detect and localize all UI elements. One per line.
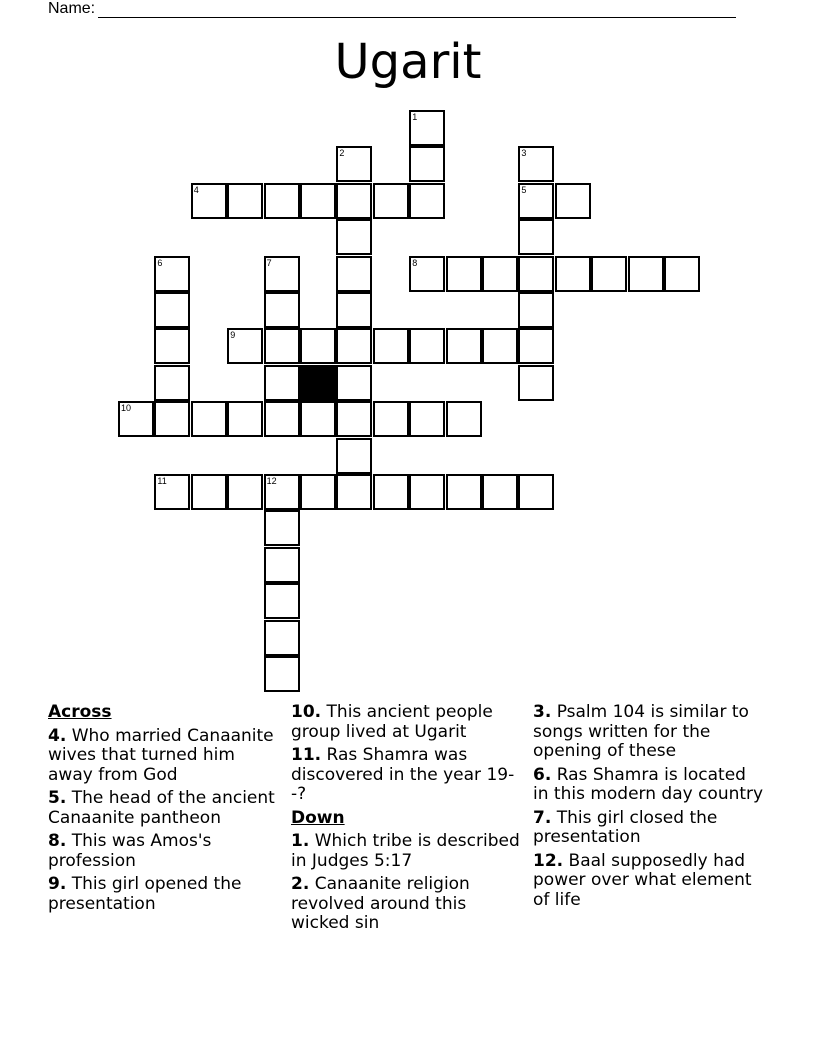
grid-cell[interactable] bbox=[555, 183, 591, 219]
grid-cell[interactable] bbox=[191, 474, 227, 510]
clue-column-3 bbox=[533, 703, 765, 914]
clue-number: 11 bbox=[157, 476, 167, 486]
clue-number: 7 bbox=[266, 257, 272, 268]
page-title: Ugarit bbox=[334, 34, 482, 90]
name-label: Name: bbox=[48, 0, 96, 17]
grid-cell[interactable] bbox=[264, 474, 300, 510]
across-clue bbox=[291, 746, 523, 805]
across-clue bbox=[48, 727, 280, 786]
grid-cell[interactable] bbox=[518, 365, 554, 401]
across-clue bbox=[48, 832, 280, 871]
clue-number-label: 1. bbox=[291, 831, 310, 851]
grid-cell[interactable] bbox=[518, 474, 554, 510]
grid-cell[interactable] bbox=[409, 183, 445, 219]
grid-cell[interactable] bbox=[373, 183, 409, 219]
clue-number: 10 bbox=[121, 403, 132, 414]
grid-cell[interactable] bbox=[336, 146, 372, 182]
down-heading: Down bbox=[291, 807, 345, 828]
clue-text: Ras Shamra was discovered in the year 19--? bbox=[291, 745, 515, 804]
clue-number-label: 6. bbox=[533, 764, 552, 785]
grid-cell[interactable] bbox=[373, 328, 409, 364]
clue-text: Which tribe is described in Judges 5:17 bbox=[291, 831, 520, 871]
clue-text: This ancient people group lived at Ugarit bbox=[291, 702, 493, 742]
down-clue bbox=[533, 852, 765, 911]
grid-cell[interactable] bbox=[518, 183, 554, 219]
clue-number: 3 bbox=[521, 148, 527, 159]
grid-cell[interactable] bbox=[555, 256, 591, 292]
clue-number: 8 bbox=[412, 257, 418, 268]
across-heading: Across bbox=[48, 702, 112, 722]
grid-cell[interactable] bbox=[518, 328, 554, 364]
grid-cell[interactable] bbox=[154, 292, 190, 328]
clue-text: The head of the ancient Canaanite pantheon bbox=[48, 788, 275, 828]
grid-cell[interactable] bbox=[336, 474, 372, 510]
grid-cell[interactable] bbox=[409, 256, 445, 292]
grid-cell[interactable] bbox=[118, 401, 154, 437]
grid-cell[interactable] bbox=[336, 328, 372, 364]
grid-cell[interactable] bbox=[264, 583, 300, 619]
clue-number-label: 3. bbox=[533, 702, 552, 722]
grid-cell[interactable] bbox=[154, 365, 190, 401]
grid-cell[interactable] bbox=[591, 256, 627, 292]
grid-cell[interactable] bbox=[264, 620, 300, 656]
across-clue bbox=[291, 703, 523, 742]
grid-cell[interactable] bbox=[336, 256, 372, 292]
grid-cell[interactable] bbox=[518, 146, 554, 182]
grid-cell[interactable] bbox=[336, 438, 372, 474]
down-clue bbox=[291, 832, 523, 871]
grid-cell[interactable] bbox=[518, 256, 554, 292]
grid-cell[interactable] bbox=[446, 401, 482, 437]
clue-number-label: 7. bbox=[533, 807, 552, 828]
clue-number: 4 bbox=[193, 184, 199, 195]
clue-number-label: 11. bbox=[291, 745, 322, 765]
grid-cell[interactable] bbox=[409, 110, 445, 146]
clue-text: This girl closed the presentation bbox=[533, 807, 718, 847]
grid-cell[interactable] bbox=[154, 474, 190, 510]
grid-cell[interactable] bbox=[154, 256, 190, 292]
clue-number: 2 bbox=[339, 148, 345, 159]
grid-cell[interactable] bbox=[336, 292, 372, 328]
grid-cell[interactable] bbox=[227, 183, 263, 219]
across-clue bbox=[48, 789, 280, 828]
grid-cell[interactable] bbox=[409, 146, 445, 182]
clue-text: Psalm 104 is similar to songs written for the opening of these bbox=[533, 702, 749, 761]
clue-number-label: 9. bbox=[48, 874, 67, 894]
grid-cell[interactable] bbox=[336, 219, 372, 255]
clue-text: Ras Shamra is located in this modern day country bbox=[533, 764, 764, 804]
clue-column-2 bbox=[291, 703, 523, 938]
clue-column-1 bbox=[48, 703, 280, 918]
clue-number: 1 bbox=[412, 112, 418, 122]
grid-cell[interactable] bbox=[409, 328, 445, 364]
grid-cell[interactable] bbox=[191, 183, 227, 219]
clue-number-label: 4. bbox=[48, 725, 67, 746]
grid-cell[interactable] bbox=[482, 328, 518, 364]
clue-number: 5 bbox=[521, 184, 527, 195]
clue-number-label: 10. bbox=[291, 702, 322, 722]
grid-cell[interactable] bbox=[482, 256, 518, 292]
clue-number: 6 bbox=[157, 257, 163, 268]
grid-cell[interactable] bbox=[300, 183, 336, 219]
clue-text: This girl opened the presentation bbox=[48, 874, 242, 914]
grid-cell[interactable] bbox=[446, 328, 482, 364]
clue-number-label: 12. bbox=[533, 850, 564, 871]
grid-cell[interactable] bbox=[336, 365, 372, 401]
grid-cell[interactable] bbox=[300, 401, 336, 437]
down-clue bbox=[533, 766, 765, 805]
grid-cell[interactable] bbox=[154, 328, 190, 364]
grid-cell[interactable] bbox=[518, 219, 554, 255]
grid-cell[interactable] bbox=[409, 401, 445, 437]
clue-number-label: 5. bbox=[48, 788, 67, 808]
grid-cell[interactable] bbox=[628, 256, 664, 292]
clue-number: 9 bbox=[230, 330, 236, 341]
black-square bbox=[300, 365, 336, 401]
grid-cell[interactable] bbox=[446, 256, 482, 292]
down-clue bbox=[533, 703, 765, 762]
down-clue bbox=[291, 875, 523, 934]
grid-cell[interactable] bbox=[373, 401, 409, 437]
across-clue bbox=[48, 875, 280, 914]
clue-text: Canaanite religion revolved around this wicked sin bbox=[291, 874, 470, 933]
grid-cell[interactable] bbox=[664, 256, 700, 292]
grid-cell[interactable] bbox=[409, 474, 445, 510]
grid-cell[interactable] bbox=[300, 328, 336, 364]
grid-cell[interactable] bbox=[264, 328, 300, 364]
clue-number: 12 bbox=[266, 476, 277, 486]
grid-cell[interactable] bbox=[227, 328, 263, 364]
grid-cell[interactable] bbox=[264, 547, 300, 583]
grid-cell[interactable] bbox=[264, 292, 300, 328]
clue-text: This was Amos's profession bbox=[48, 831, 212, 871]
clue-number-label: 8. bbox=[48, 831, 67, 851]
grid-cell[interactable] bbox=[264, 183, 300, 219]
grid-cell[interactable] bbox=[482, 474, 518, 510]
clue-text: Baal supposedly had power over what element of life bbox=[533, 850, 752, 910]
down-clue bbox=[533, 809, 765, 848]
clue-text: Who married Canaanite wives that turned him away from God bbox=[48, 725, 274, 785]
grid-cell[interactable] bbox=[336, 183, 372, 219]
grid-cell[interactable] bbox=[300, 474, 336, 510]
grid-cell[interactable] bbox=[227, 401, 263, 437]
grid-cell[interactable] bbox=[227, 474, 263, 510]
grid-cell[interactable] bbox=[446, 474, 482, 510]
grid-cell[interactable] bbox=[154, 401, 190, 437]
grid-cell[interactable] bbox=[264, 256, 300, 292]
grid-cell[interactable] bbox=[264, 656, 300, 692]
grid-cell[interactable] bbox=[264, 365, 300, 401]
grid-cell[interactable] bbox=[264, 510, 300, 546]
grid-cell[interactable] bbox=[336, 401, 372, 437]
grid-cell[interactable] bbox=[518, 292, 554, 328]
grid-cell[interactable] bbox=[191, 401, 227, 437]
clue-number-label: 2. bbox=[291, 874, 310, 894]
grid-cell[interactable] bbox=[373, 474, 409, 510]
grid-cell[interactable] bbox=[264, 401, 300, 437]
